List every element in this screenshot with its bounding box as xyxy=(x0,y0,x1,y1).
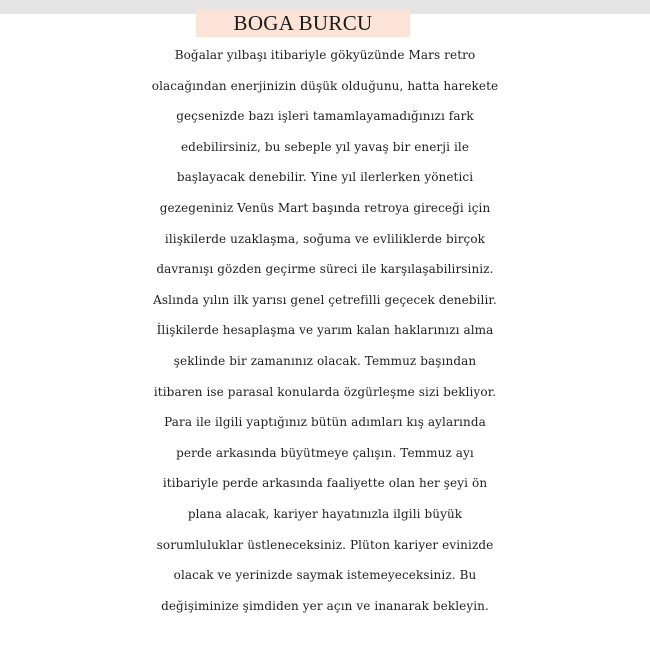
paragraph-line: ilişkilerde uzaklaşma, soğuma ve evliliklerde birçok xyxy=(164,231,486,246)
paragraph-line: İlişkilerde hesaplaşma ve yarım kalan haklarınızı alma xyxy=(156,323,494,338)
paragraph-line: başlayacak denebilir. Yine yıl ilerlerken yönetici xyxy=(176,170,474,185)
paragraph-line: Para ile ilgili yaptığınız bütün adımları kış aylarında xyxy=(164,415,486,430)
paragraph-line: edebilirsiniz, bu sebeple yıl yavaş bir enerji ile xyxy=(180,139,470,154)
paragraph-line: değişiminize şimdiden yer açın ve inanarak bekleyin. xyxy=(161,598,489,613)
paragraph-line: perde arkasında büyütmeye çalışın. Temmuz ayı xyxy=(176,445,474,460)
paragraph-line: Aslında yılın ilk yarısı genel çetrefilli geçecek denebilir. xyxy=(153,292,497,307)
paragraph-line: sorumluluklar üstleneceksiniz. Plüton kariyer evinizde xyxy=(156,537,494,552)
paragraph-line: Boğalar yılbaşı itibariyle gökyüzünde Mars retro xyxy=(174,48,476,62)
paragraph-line: olacağından enerjinizin düşük olduğunu, hatta harekete xyxy=(151,78,499,93)
page-title: BOGA BURCU xyxy=(233,10,373,35)
paragraph-line: davranışı gözden geçirme süreci ile karşılaşabilirsiniz. xyxy=(156,262,494,277)
title-highlight xyxy=(196,9,410,37)
paragraph-line: plana alacak, kariyer hayatınızla ilgili büyük xyxy=(187,506,463,521)
paragraph-line: geçsenizde bazı işleri tamamlayamadığınızı fark xyxy=(176,109,474,124)
paragraph-line: itibaren ise parasal konularda özgürleşme sizi bekliyor. xyxy=(153,384,497,399)
paragraph-line: olacak ve yerinizde saymak istemeyeceksiniz. Bu xyxy=(173,568,477,583)
paragraph-line: şeklinde bir zamanınız olacak. Temmuz başından xyxy=(173,353,477,368)
horoscope-paragraph xyxy=(0,40,650,621)
paragraph-line: itibariyle perde arkasında faaliyette olan her şeyi ön xyxy=(162,476,488,491)
paragraph-line: gezegeniniz Venüs Mart başında retroya gireceği için xyxy=(159,200,491,215)
